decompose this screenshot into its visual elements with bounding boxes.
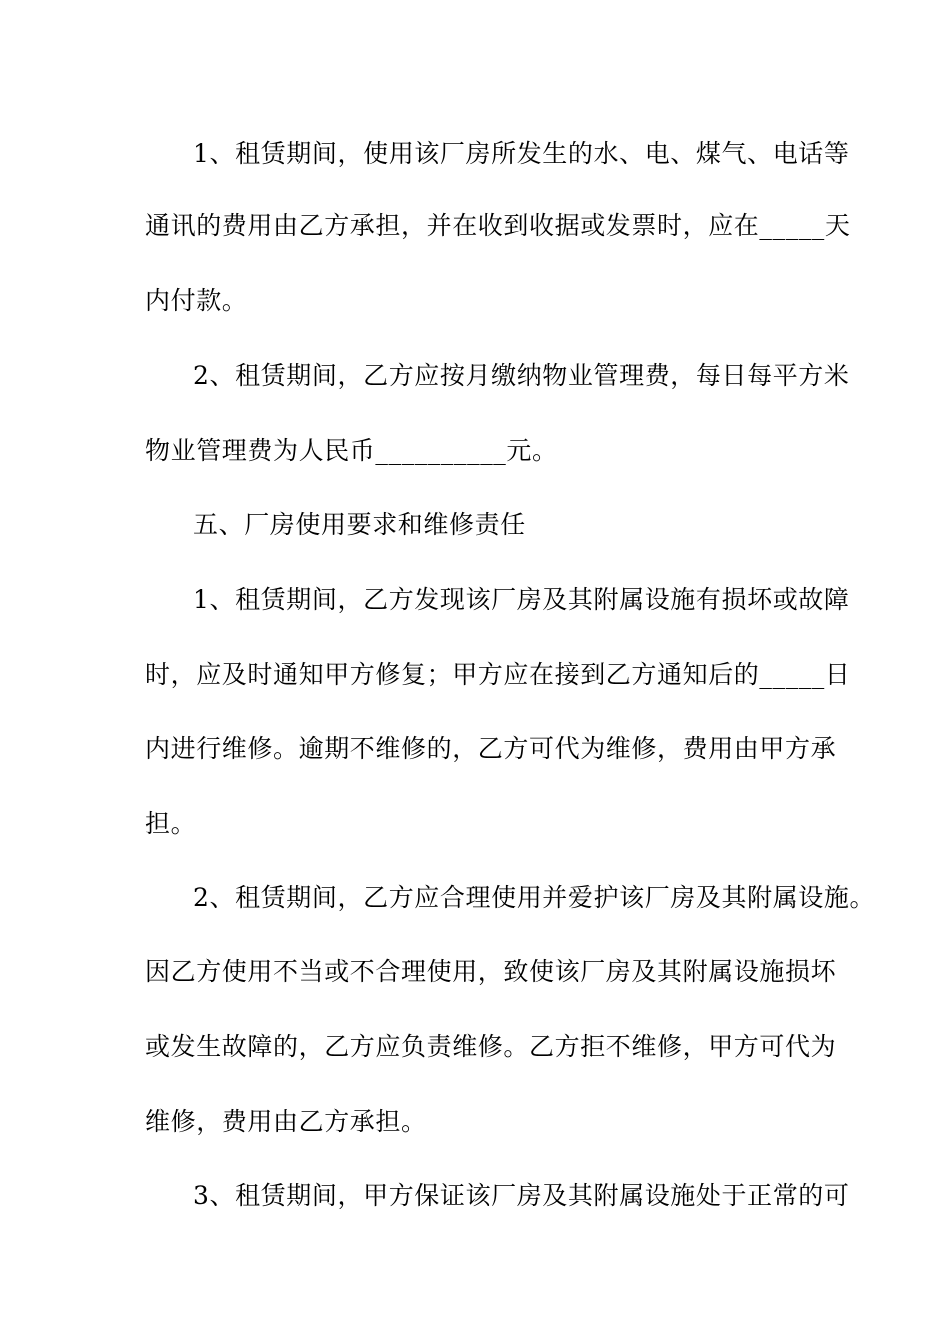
paragraph-line: 3、租赁期间，甲方保证该厂房及其附属设施处于正常的可 <box>193 1181 850 1210</box>
paragraph-line: 1、租赁期间，使用该厂房所发生的水、电、煤气、电话等 <box>193 139 850 168</box>
paragraph-line: 2、租赁期间，乙方应合理使用并爱护该厂房及其附属设施。 <box>193 883 876 912</box>
paragraph-line: 2、租赁期间，乙方应按月缴纳物业管理费，每日每平方米 <box>193 361 850 390</box>
paragraph-line: 或发生故障的，乙方应负责维修。乙方拒不维修，甲方可代为 <box>145 1032 837 1061</box>
paragraph-line: 维修，费用由乙方承担。 <box>145 1107 427 1136</box>
paragraph-line: 1、租赁期间，乙方发现该厂房及其附属设施有损坏或故障 <box>193 585 850 614</box>
paragraph-line: 时，应及时通知甲方修复；甲方应在接到乙方通知后的_____日 <box>145 660 851 689</box>
paragraph-line: 因乙方使用不当或不合理使用，致使该厂房及其附属设施损坏 <box>145 957 837 986</box>
paragraph-line: 通讯的费用由乙方承担，并在收到收据或发票时，应在_____天 <box>145 211 851 240</box>
section-heading: 五、厂房使用要求和维修责任 <box>193 510 526 539</box>
paragraph-line: 担。 <box>145 809 197 838</box>
paragraph-line: 物业管理费为人民币__________元。 <box>145 436 558 465</box>
paragraph-line: 内进行维修。逾期不维修的，乙方可代为维修，费用由甲方承 <box>145 734 837 763</box>
paragraph-line: 内付款。 <box>145 286 248 315</box>
